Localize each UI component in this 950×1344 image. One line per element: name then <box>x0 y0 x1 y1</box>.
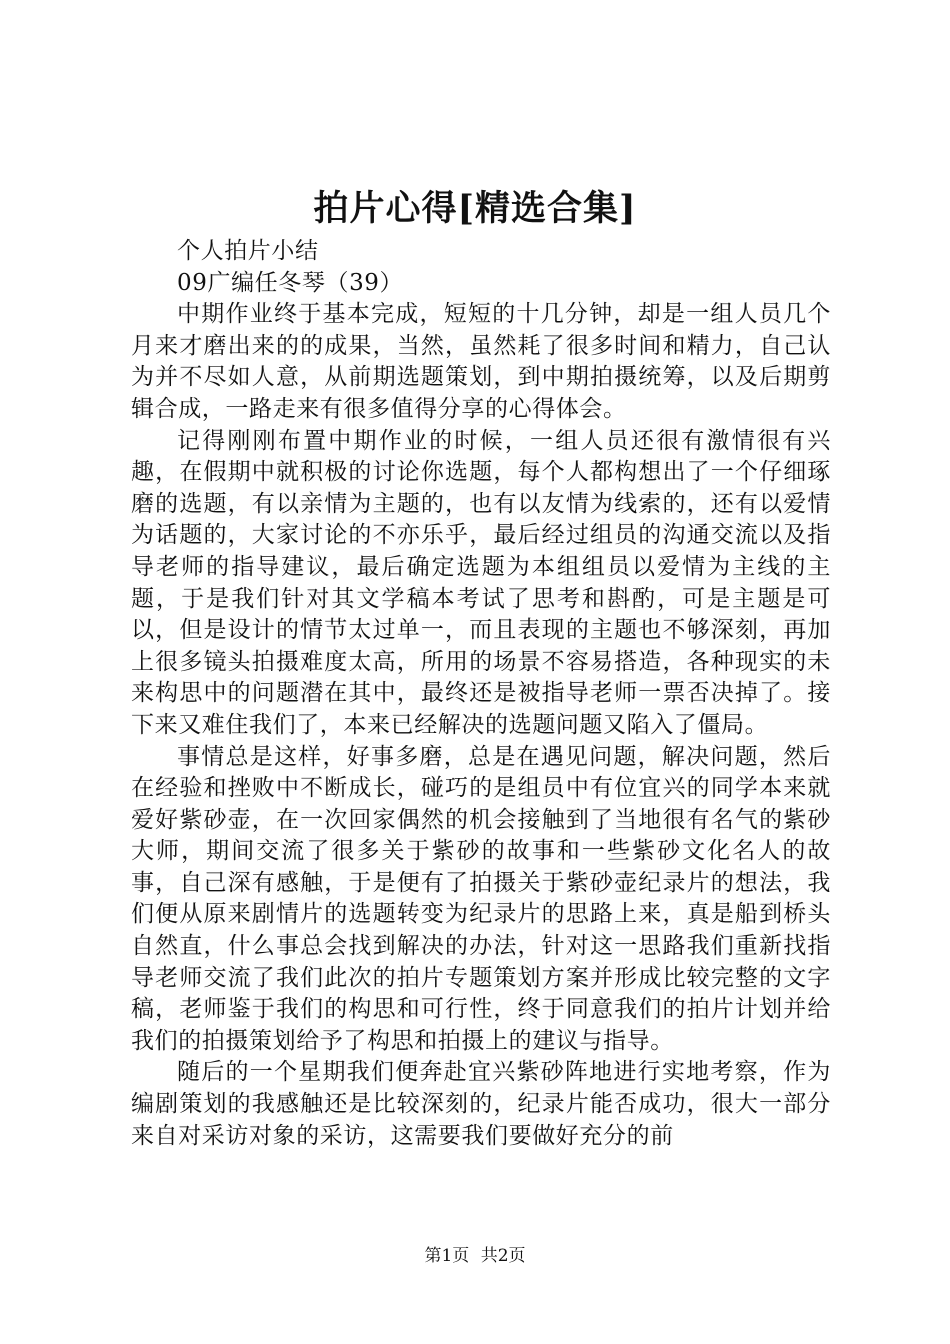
author-line: 09广编任冬琴（39） <box>177 269 404 296</box>
page-footer <box>0 1245 950 1267</box>
paragraph: 中期作业终于基本完成，短短的十几分钟，却是一组人员几个月来才磨出来的的成果，当然，虽然耗了很多时间和精力，自己认为并不尽如人意，从前期选题策划，到中期拍摄统筹，以及后期剪辑合成，一路走来有很多值得分享的心得体会。 <box>131 301 831 422</box>
document-body <box>131 236 831 1152</box>
paragraph: 记得刚刚布置中期作业的时候，一组人员还很有激情很有兴趣，在假期中就积极的讨论你选题，每个人都构想出了一个仔细琢磨的选题，有以亲情为主题的，也有以友情为线索的，还有以爱情为话题的，大家讨论的不亦乐乎，最后经过组员的沟通交流以及指导老师的指导建议，最后确定选题为本组组员以爱情为主线的主题，于是我们针对其文学稿本考试了思考和斟酌，可是主题是可以，但是设计的情节太过单一，而且表现的主题也不够深刻，再加上很多镜头拍摄难度太高，所用的场景不容易搭造，各种现实的未来构思中的问题潜在其中，最终还是被指导老师一票否决掉了。接下来又难住我们了，本来已经解决的选题问题又陷入了僵局。 <box>131 427 831 738</box>
subtitle-line: 个人拍片小结 <box>177 238 319 264</box>
document-title: 拍片心得[精选合集] <box>313 188 637 229</box>
paragraph: 事情总是这样，好事多磨，总是在遇见问题，解决问题，然后在经验和挫败中不断成长，碰巧的是组员中有位宜兴的同学本来就爱好紫砂壶，在一次回家偶然的机会接触到了当地很有名气的紫砂大师，期间交流了很多关于紫砂的故事和一些紫砂文化名人的故事，自己深有感触，于是便有了拍摄关于紫砂壶纪录片的想法，我们便从原来剧情片的选题转变为纪录片的思路上来，真是船到桥头自然直，什么事总会找到解决的办法，针对这一思路我们重新找指导老师交流了我们此次的拍片专题策划方案并形成比较完整的文字稿，老师鉴于我们的构思和可行性，终于同意我们的拍片计划并给我们的拍摄策划给予了构思和拍摄上的建议与指导。 <box>131 743 831 1054</box>
paragraph: 随后的一个星期我们便奔赴宜兴紫砂阵地进行实地考察，作为编剧策划的我感触还是比较深刻的，纪录片能否成功，很大一部分来自对采访对象的采访，这需要我们要做好充分的前 <box>131 1059 831 1149</box>
page-number: 第1页 <box>424 1246 470 1266</box>
page-total: 共2页 <box>480 1246 526 1266</box>
